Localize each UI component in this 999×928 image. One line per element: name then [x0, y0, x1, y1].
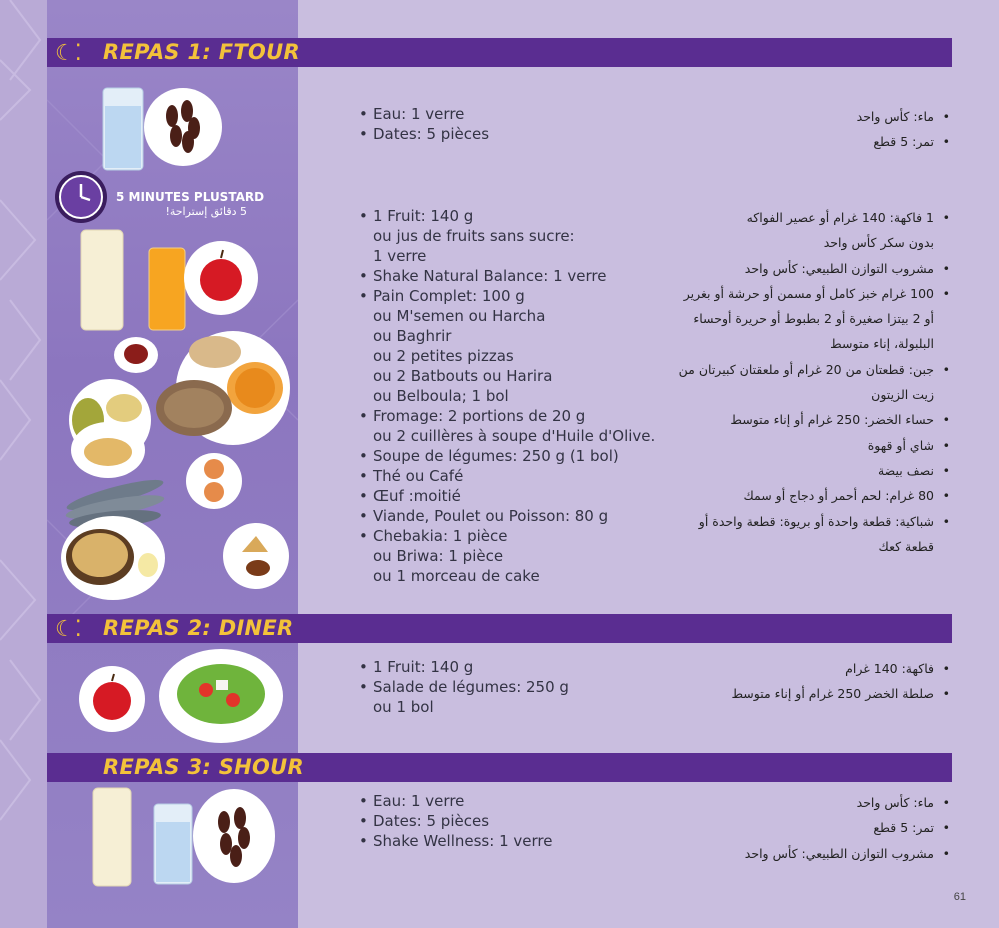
minutes-label: 5 MINUTES PLUSTARD: [116, 190, 265, 204]
chebakia-plate-image: [222, 522, 290, 595]
ftour-list-ar-1: [650, 104, 950, 155]
list-item: • شباكية: قطعة واحدة أو بريوة: قطعة واحدة أو قطعة كعك: [650, 509, 950, 560]
list-item: • Shake Wellness: 1 verre: [359, 831, 649, 851]
shour-list-fr: [359, 791, 649, 851]
water-glass-image: [100, 86, 146, 177]
meal-header-shour: [47, 753, 952, 782]
milk-shake-glass-image: [90, 786, 134, 893]
list-item: • صلطة الخضر 250 غرام أو إناء متوسط: [650, 681, 950, 706]
list-item: • 1 Fruit: 140 g ou jus de fruits sans sucre: 1 verre: [359, 206, 669, 266]
shour-list-ar: [650, 790, 950, 866]
list-item: • تمر: 5 قطع: [650, 815, 950, 840]
list-item: • Chebakia: 1 pièce ou Briwa: 1 pièce ou 1 morceau de cake: [359, 526, 669, 586]
meal-title: REPAS 3: SHOUR: [103, 755, 304, 779]
meal-header-ftour: [47, 38, 952, 67]
list-item: • 1 Fruit: 140 g: [359, 657, 649, 677]
crescent-moon-icon: ☾⁚: [55, 40, 82, 65]
list-item: • فاكهة: 140 غرام: [650, 656, 950, 681]
list-item: • Eau: 1 verre: [359, 791, 649, 811]
ftour-list-fr-2: [359, 206, 669, 586]
clock-icon: [54, 170, 108, 224]
list-item: • مشروب التوازن الطبيعي: كأس واحد: [650, 256, 950, 281]
list-item: • مشروب التوازن الطبيعي: كأس واحد: [650, 841, 950, 866]
dates-plate-image: [142, 86, 224, 173]
dates-plate-image: [192, 788, 276, 889]
minutes-label-ar: 5 دقائق إستراحة!: [165, 205, 247, 218]
meal-title: REPAS 2: DINER: [103, 616, 294, 640]
list-item: • شاي أو قهوة: [650, 433, 950, 458]
apple-plate-image: [183, 240, 259, 321]
ftour-list-fr-1: [359, 104, 649, 144]
salad-plate-image: [158, 648, 284, 749]
list-item: • Thé ou Café: [359, 466, 669, 486]
list-item: • 80 غرام: لحم أحمر أو دجاج أو سمك: [650, 483, 950, 508]
list-item: • Œuf :moitié: [359, 486, 669, 506]
tea-cup-image: [113, 335, 159, 380]
meal-title: REPAS 1: FTOUR: [103, 40, 300, 64]
list-item: • نصف بيضة: [650, 458, 950, 483]
list-item: • ماء: كأس واحد: [650, 790, 950, 815]
list-item: • تمر: 5 قطع: [650, 129, 950, 154]
ftour-list-ar-2: [650, 205, 950, 559]
orange-juice-glass-image: [147, 246, 187, 337]
apple-plate-image: [78, 665, 146, 738]
list-item: • ماء: كأس واحد: [650, 104, 950, 129]
list-item: • Pain Complet: 100 g ou M'semen ou Harcha ou Baghrir ou 2 petites pizzas ou 2 Batbouts ou Harira ou Belboula; 1 bol: [359, 286, 669, 406]
list-item: • Shake Natural Balance: 1 verre: [359, 266, 669, 286]
list-item: • 100 غرام خبز كامل أو مسمن أو حرشة أو بغرير أو 2 بيتزا صغيرة أو 2 بطبوط أو حريرة أوحساء البلبولة، إناء متوسط: [650, 281, 950, 357]
list-item: • Dates: 5 pièces: [359, 124, 649, 144]
crescent-moon-icon: ☾⁚: [55, 616, 82, 641]
diner-list-fr: [359, 657, 649, 717]
list-item: • Eau: 1 verre: [359, 104, 649, 124]
list-item: • Viande, Poulet ou Poisson: 80 g: [359, 506, 669, 526]
five-minutes-later-badge: [54, 170, 294, 224]
list-item: • Soupe de légumes: 250 g (1 bol): [359, 446, 669, 466]
list-item: • Fromage: 2 portions de 20 g ou 2 cuillères à soupe d'Huile d'Olive.: [359, 406, 669, 446]
list-item: • 1 فاكهة: 140 غرام أو عصير الفواكه بدون سكر كأس واحد: [650, 205, 950, 256]
list-item: • Salade de légumes: 250 g ou 1 bol: [359, 677, 649, 717]
harira-soup-bowl-image: [60, 515, 166, 606]
list-item: • Dates: 5 pièces: [359, 811, 649, 831]
decorative-pattern-strip: [0, 0, 47, 928]
page-number: 61: [953, 891, 966, 903]
list-item: • جبن: قطعتان من 20 غرام أو ملعقتان كبيرتان من زيت الزيتون: [650, 357, 950, 408]
list-item: • حساء الخضر: 250 غرام أو إناء متوسط: [650, 407, 950, 432]
milk-shake-glass-image: [78, 228, 126, 337]
meal-header-diner: [47, 614, 952, 643]
whole-bread-image: [154, 378, 234, 443]
mini-pizza-plate-image: [185, 452, 243, 515]
diner-list-ar: [650, 656, 950, 707]
water-glass-image: [151, 802, 195, 891]
